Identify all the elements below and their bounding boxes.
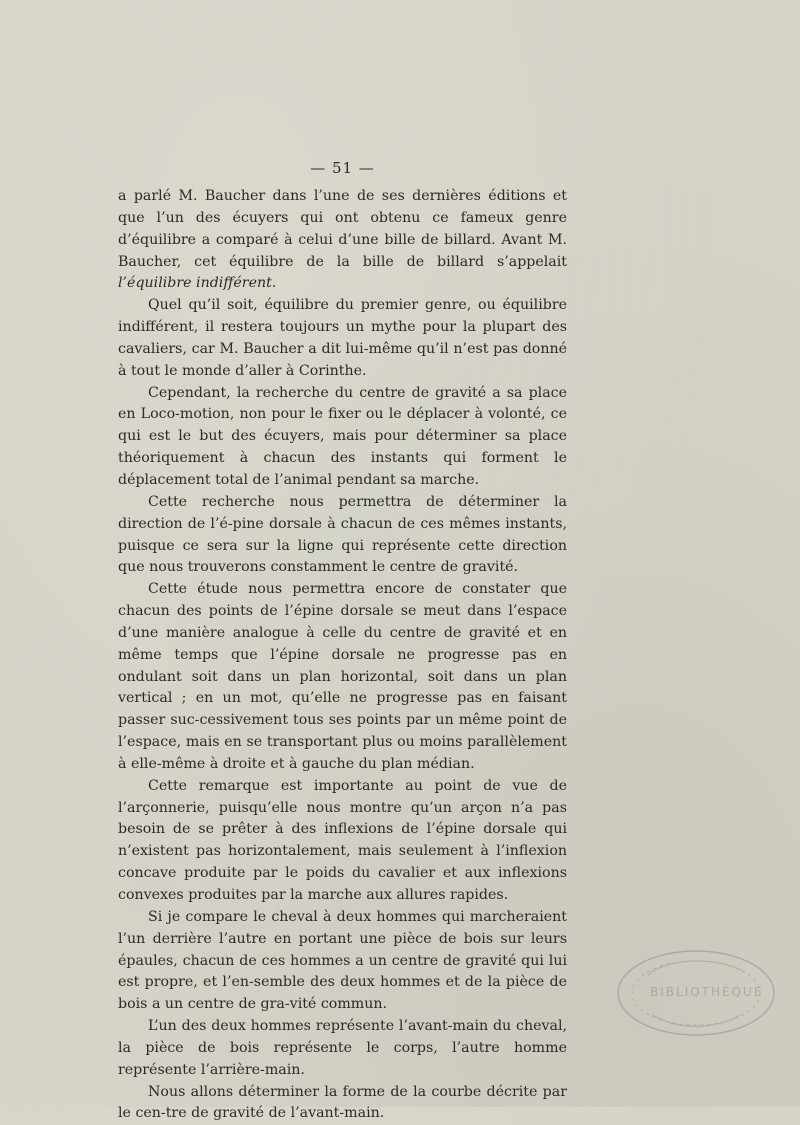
paragraph-6: Cette remarque est importante au point de vue de l’arçonnerie, puisqu’elle nous montre qu’un arçon n’a pas besoin de se prêter à des inflexions de l’épine dorsale qui n’existent pas horizontalement, mais seulement à l’inflexion concave produite par le poids du cavalier et aux inflexions convexes produites par la marche aux allures rapides. bbox=[118, 777, 567, 903]
library-stamp bbox=[608, 945, 776, 1045]
paragraph-4: Cette recherche nous permettra de déterminer la direction de l’é-pine dorsale à chacun de ces mêmes instants, puisque ce sera sur la ligne qui représente cette direction que nous trouverons constamment le centre de gravité. bbox=[118, 493, 567, 576]
paragraph-1-text: a parlé M. Baucher dans l’une de ses dernières éditions et que l’un des écuyers qui ont obtenu ce fameux genre d’équilibre a comparé à celui d’une bille de billard. Avant M. Baucher, cet équilibre de la bille de billard s’appelait bbox=[118, 188, 567, 270]
paragraph-2: Quel qu’il soit, équilibre du premier genre, ou équilibre indifférent, il restera toujours un mythe pour la plupart des cavaliers, car M. Baucher a dit lui-même qu’il n’est pas donné à tout le monde d’aller à Corinthe. bbox=[118, 297, 567, 379]
page-body bbox=[118, 158, 567, 1125]
paragraph-1-italic: l’équilibre indifférent bbox=[118, 275, 272, 292]
paragraph-8: L’un des deux hommes représente l’avant-main du cheval, la pièce de bois représente le corps, l’autre homme représente l’arrière-main. bbox=[118, 1018, 567, 1078]
paragraph-1-end: . bbox=[271, 275, 277, 292]
paragraph-3: Cependant, la recherche du centre de gravité a sa place en Loco-motion, non pour le fixer ou le déplacer à volonté, ce qui est le but des écuyers, mais pour déterminer sa place théoriquement à chacun des instants qui forment le déplacement total de l’animal pendant sa marche. bbox=[118, 384, 567, 488]
paragraph-7: Si je compare le cheval à deux hommes qui marcheraient l’un derrière l’autre en portant une pièce de bois sur leurs épaules, chacun de ces hommes a un centre de gravité qui lui est propre, et l’en-semble des deux hommes et de la pièce de bois a un centre de gra-vité commun. bbox=[118, 908, 567, 1013]
paragraph-1 bbox=[118, 186, 567, 295]
stamp-text: BIBLIOTHÈQUE bbox=[650, 985, 764, 999]
page-number: — 51 — bbox=[310, 159, 375, 177]
paragraph-9: Nous allons déterminer la forme de la courbe décrite par le cen-tre de gravité de l’avant-main. bbox=[118, 1083, 567, 1122]
paragraph-5: Cette étude nous permettra encore de constater que chacun des points de l’épine dorsale se meut dans l’espace d’une manière analogue à celle du centre de gravité et en même temps que l’épine dorsale ne progresse pas en ondulant soit dans un plan horizontal, soit dans un plan vertical ; en un mot, qu’elle ne progresse pas en faisant passer suc-cessivement tous ses points par un même point de l’espace, mais en se transportant plus ou moins parallèlement à elle-même à droite et à gauche du plan médian. bbox=[118, 581, 567, 772]
